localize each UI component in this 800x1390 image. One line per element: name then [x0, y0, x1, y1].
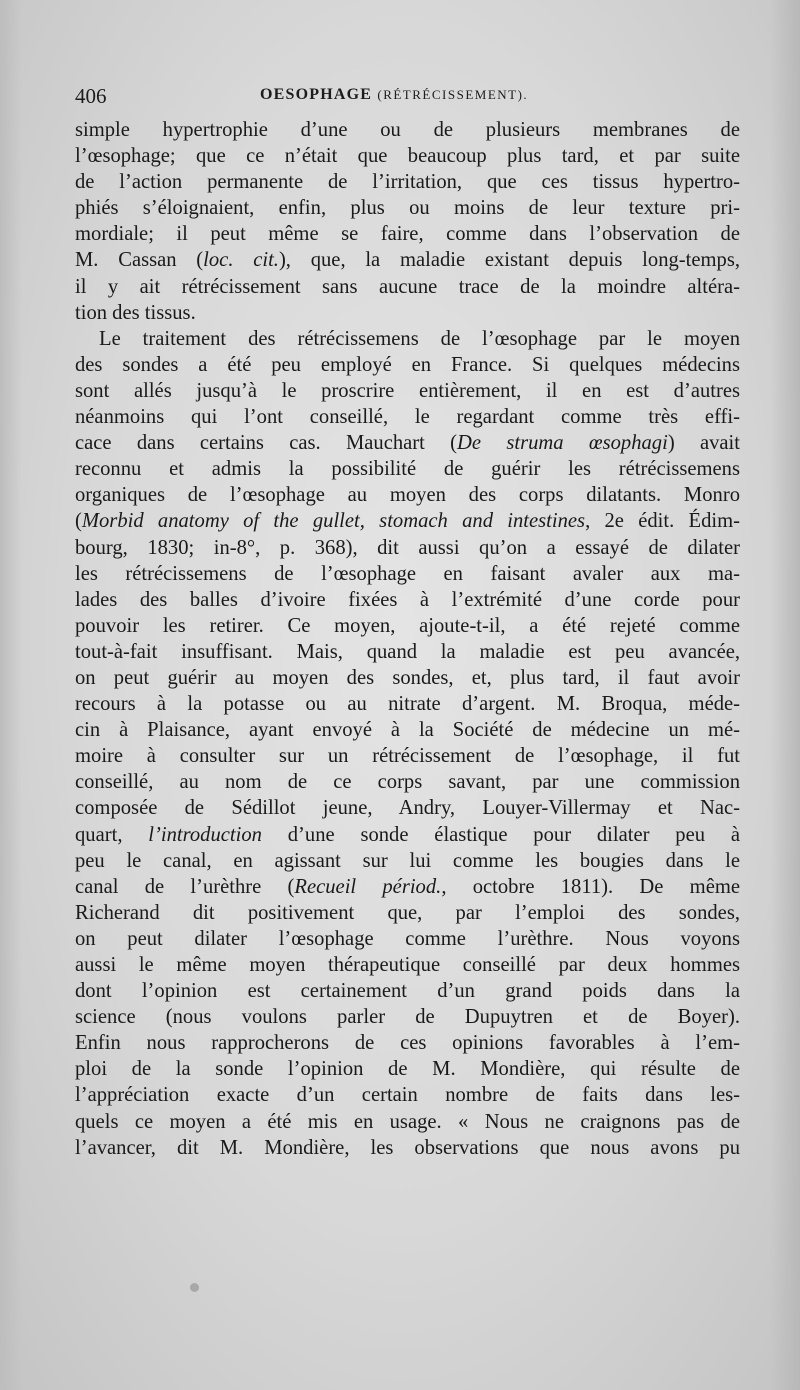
text-line [75, 508, 740, 534]
text-line [75, 978, 740, 1004]
running-title-subtitle: (RÉTRÉCISSEMENT). [377, 87, 529, 102]
text-segment: composée de Sédillot jeune, Andry, Louyer-Villermay et Nac- [75, 797, 740, 820]
text-line [75, 1004, 740, 1030]
text-segment: ploi de la sonde l’opinion de M. Mondière, qui résulte de [75, 1058, 740, 1081]
italic-citation: De struma œsophagi [457, 432, 668, 455]
page-header [75, 84, 740, 114]
text-line [75, 1135, 740, 1161]
text-segment: organiques de l’œsophage au moyen des corps dilatants. Monro [75, 484, 740, 507]
text-segment: cin à Plaisance, ayant envoyé à la Société de médecine un mé- [75, 719, 740, 742]
text-segment: canal de l’urèthre ( [75, 875, 295, 898]
text-segment: il y ait rétrécissement sans aucune trace de la moindre altéra- [75, 275, 740, 298]
text-segment: cace dans certains cas. Mauchart ( [75, 432, 458, 455]
text-line [75, 874, 740, 900]
text-segment: l’œsophage; que ce n’était que beaucoup plus tard, et par suite [75, 145, 740, 168]
text-segment: tout-à-fait insuffisant. Mais, quand la maladie est peu avancée, [75, 640, 740, 663]
text-line [75, 378, 740, 404]
text-segment: simple hypertrophie d’une ou de plusieurs membranes de [75, 119, 740, 141]
page-edge-shadow-right [770, 0, 800, 1390]
text-line [75, 221, 740, 247]
text-line [75, 195, 740, 221]
text-segment: on peut dilater l’œsophage comme l’urèthre. Nous voyons [75, 927, 740, 950]
running-title-main: OESOPHAGE [260, 86, 373, 103]
text-segment: phiés s’éloignaient, enfin, plus ou moins de leur texture pri- [75, 197, 740, 220]
text-line [75, 326, 740, 352]
text-line [75, 1056, 740, 1082]
text-segment: science (nous voulons parler de Dupuytren et de Boyer). [75, 1006, 740, 1029]
text-segment: on peut guérir au moyen des sondes, et, plus tard, il faut avoir [75, 666, 740, 689]
text-line [75, 300, 740, 326]
text-line [75, 717, 740, 743]
italic-citation: Recueil périod. [294, 875, 442, 898]
text-segment: reconnu et admis la possibilité de guérir les rétrécissemens [75, 458, 740, 481]
text-segment: bourg, 1830; in-8°, p. 368), dit aussi qu’on a essayé de dilater [75, 536, 740, 559]
text-line [75, 900, 740, 926]
text-segment: Le traitement des rétrécissemens de l’œsophage par le moyen [99, 327, 740, 350]
text-segment: tion des tissus. [75, 301, 196, 324]
text-line [75, 639, 740, 665]
ink-blot [190, 1283, 199, 1292]
text-segment: recours à la potasse ou au nitrate d’argent. M. Broqua, méde- [75, 693, 740, 716]
text-segment: quels ce moyen a été mis en usage. « Nous ne craignons pas de [75, 1110, 740, 1133]
text-segment: Enfin nous rapprocherons de ces opinions favorables à l’em- [75, 1032, 740, 1055]
text-line [75, 691, 740, 717]
italic-citation: loc. cit. [203, 249, 279, 272]
text-segment: sont allés jusqu’à le proscrire entièrement, il en est d’autres [75, 379, 740, 402]
text-line [75, 665, 740, 691]
text-line [75, 822, 740, 848]
text-line [75, 1030, 740, 1056]
text-line [75, 143, 740, 169]
page-edge-shadow-left [0, 0, 22, 1390]
text-line [75, 169, 740, 195]
text-segment: néanmoins qui l’ont conseillé, le regardant comme très effi- [75, 406, 740, 429]
text-segment: pouvoir les retirer. Ce moyen, ajoute-t-il, a été rejeté comme [75, 614, 740, 637]
text-line [75, 274, 740, 300]
text-line [75, 926, 740, 952]
text-segment: des sondes a été peu employé en France. Si quelques médecins [75, 353, 740, 376]
text-segment: M. Cassan ( [75, 249, 204, 272]
italic-citation: l’introduction [148, 823, 262, 846]
running-title [260, 86, 528, 104]
text-line [75, 795, 740, 821]
text-segment: Richerand dit positivement que, par l’emploi des sondes, [75, 901, 740, 924]
text-segment: dont l’opinion est certainement d’un grand poids dans la [75, 980, 740, 1003]
text-line [75, 404, 740, 430]
text-line [75, 456, 740, 482]
text-line [75, 247, 740, 273]
text-line [75, 561, 740, 587]
text-segment: , 2e édit. Édim- [585, 510, 740, 533]
text-segment: de l’action permanente de l’irritation, que ces tissus hypertro- [75, 171, 740, 194]
text-line [75, 482, 740, 508]
text-segment: ) avait [667, 432, 741, 455]
text-segment: quart, [75, 823, 149, 846]
text-line [75, 848, 740, 874]
text-segment: mordiale; il peut même se faire, comme dans l’observation de [75, 223, 740, 246]
text-segment: d’une sonde élastique pour dilater peu à [261, 823, 740, 846]
text-segment: ( [75, 510, 82, 533]
text-line [75, 613, 740, 639]
text-segment: , octobre 1811). De même [441, 875, 740, 898]
text-segment: l’avancer, dit M. Mondière, les observations que nous avons pu [75, 1136, 740, 1159]
text-line [75, 1082, 740, 1108]
text-segment: ), que, la maladie existant depuis long-temps, [278, 249, 740, 272]
text-line [75, 743, 740, 769]
italic-citation: Morbid anatomy of the gullet, stomach and intestines [81, 510, 586, 533]
body-text [75, 117, 740, 1161]
text-segment: conseillé, au nom de ce corps savant, par une commission [75, 771, 740, 794]
page-number: 406 [75, 84, 107, 108]
text-line [75, 117, 740, 143]
text-segment: lades des balles d’ivoire fixées à l’extrémité d’une corde pour [75, 588, 740, 611]
text-segment: peu le canal, en agissant sur lui comme les bougies dans le [75, 849, 740, 872]
text-line [75, 430, 740, 456]
text-line [75, 952, 740, 978]
text-segment: l’appréciation exacte d’un certain nombre de faits dans les- [75, 1084, 740, 1107]
text-segment: les rétrécissemens de l’œsophage en faisant avaler aux ma- [75, 562, 740, 585]
text-segment: moire à consulter sur un rétrécissement de l’œsophage, il fut [75, 745, 740, 768]
text-line [75, 1109, 740, 1135]
text-segment: aussi le même moyen thérapeutique conseillé par deux hommes [75, 954, 740, 976]
text-line [75, 352, 740, 378]
text-line [75, 535, 740, 561]
text-line [75, 587, 740, 613]
text-line [75, 769, 740, 795]
